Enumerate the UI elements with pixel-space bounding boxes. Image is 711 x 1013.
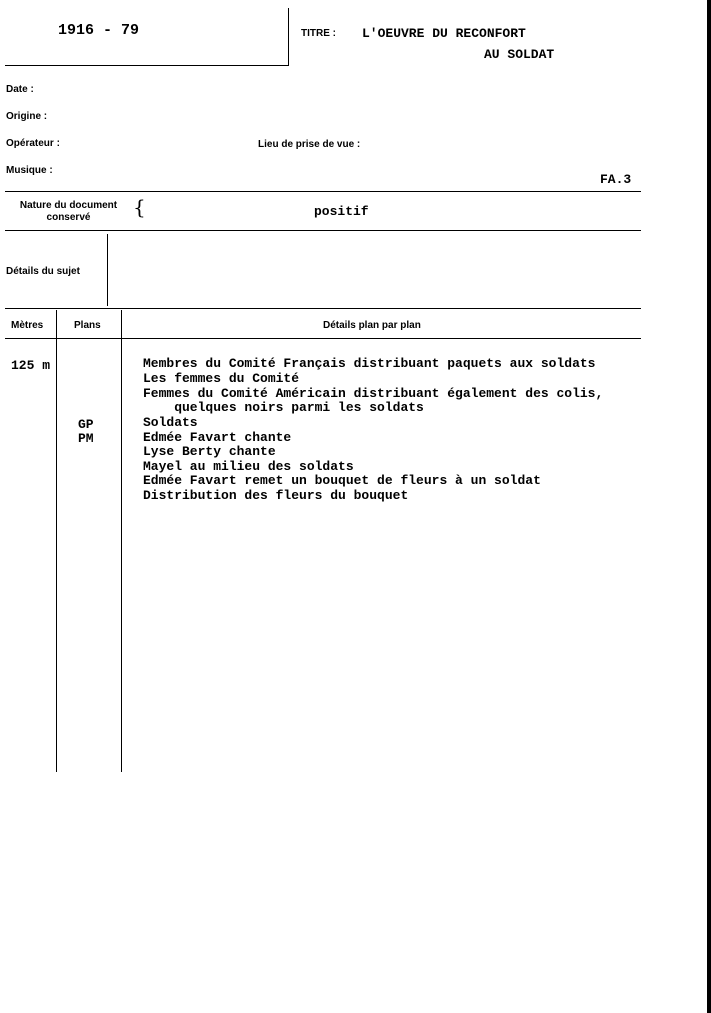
details-sujet-label: Détails du sujet: [6, 266, 80, 277]
description-line: Lyse Berty chante: [143, 444, 276, 459]
column-header-plans: Plans: [74, 320, 101, 331]
description-line: Soldats: [143, 415, 198, 430]
lieu-label: Lieu de prise de vue :: [258, 139, 361, 150]
musique-label: Musique :: [6, 165, 53, 176]
title-line-1: L'OEUVRE DU RECONFORT: [362, 26, 526, 41]
date-label: Date :: [6, 84, 34, 95]
header-underline: [5, 65, 289, 66]
description-line: Les femmes du Comité: [143, 371, 300, 386]
column-separator-1: [56, 310, 57, 772]
description-line: Edmée Favart chante: [143, 430, 292, 445]
plan-pm: PM: [78, 431, 94, 446]
titre-label: TITRE :: [301, 28, 336, 39]
table-header-rule: [5, 338, 641, 339]
details-sujet-bottom-rule: [5, 308, 641, 309]
metre-value: 125 m: [11, 358, 51, 373]
description-line: Femmes du Comité Américain distribuant également des colis,: [143, 386, 604, 401]
scan-edge: [707, 0, 711, 1013]
reference-number: 1916 - 79: [58, 22, 140, 39]
details-sujet-divider: [107, 234, 108, 306]
cote-code: FA.3: [600, 172, 632, 187]
column-header-metres: Mètres: [11, 320, 44, 331]
operateur-label: Opérateur :: [6, 138, 60, 149]
brace-icon: {: [133, 195, 146, 219]
nature-bottom-rule: [5, 230, 641, 231]
description-line: Edmée Favart remet un bouquet de fleurs à un soldat: [143, 473, 541, 488]
column-header-details: Détails plan par plan: [323, 320, 421, 331]
nature-value: positif: [314, 204, 369, 219]
description-line: Mayel au milieu des soldats: [143, 459, 354, 474]
header-divider: [288, 8, 289, 66]
title-line-2: AU SOLDAT: [484, 47, 555, 62]
plan-gp: GP: [78, 417, 94, 432]
nature-top-rule: [5, 191, 641, 192]
description-line: quelques noirs parmi les soldats: [143, 400, 424, 415]
description-line: Membres du Comité Français distribuant paquets aux soldats: [143, 356, 596, 371]
nature-label: Nature du document conservé: [19, 200, 118, 223]
column-separator-2: [121, 310, 122, 772]
description-line: Distribution des fleurs du bouquet: [143, 488, 409, 503]
origine-label: Origine :: [6, 111, 48, 122]
